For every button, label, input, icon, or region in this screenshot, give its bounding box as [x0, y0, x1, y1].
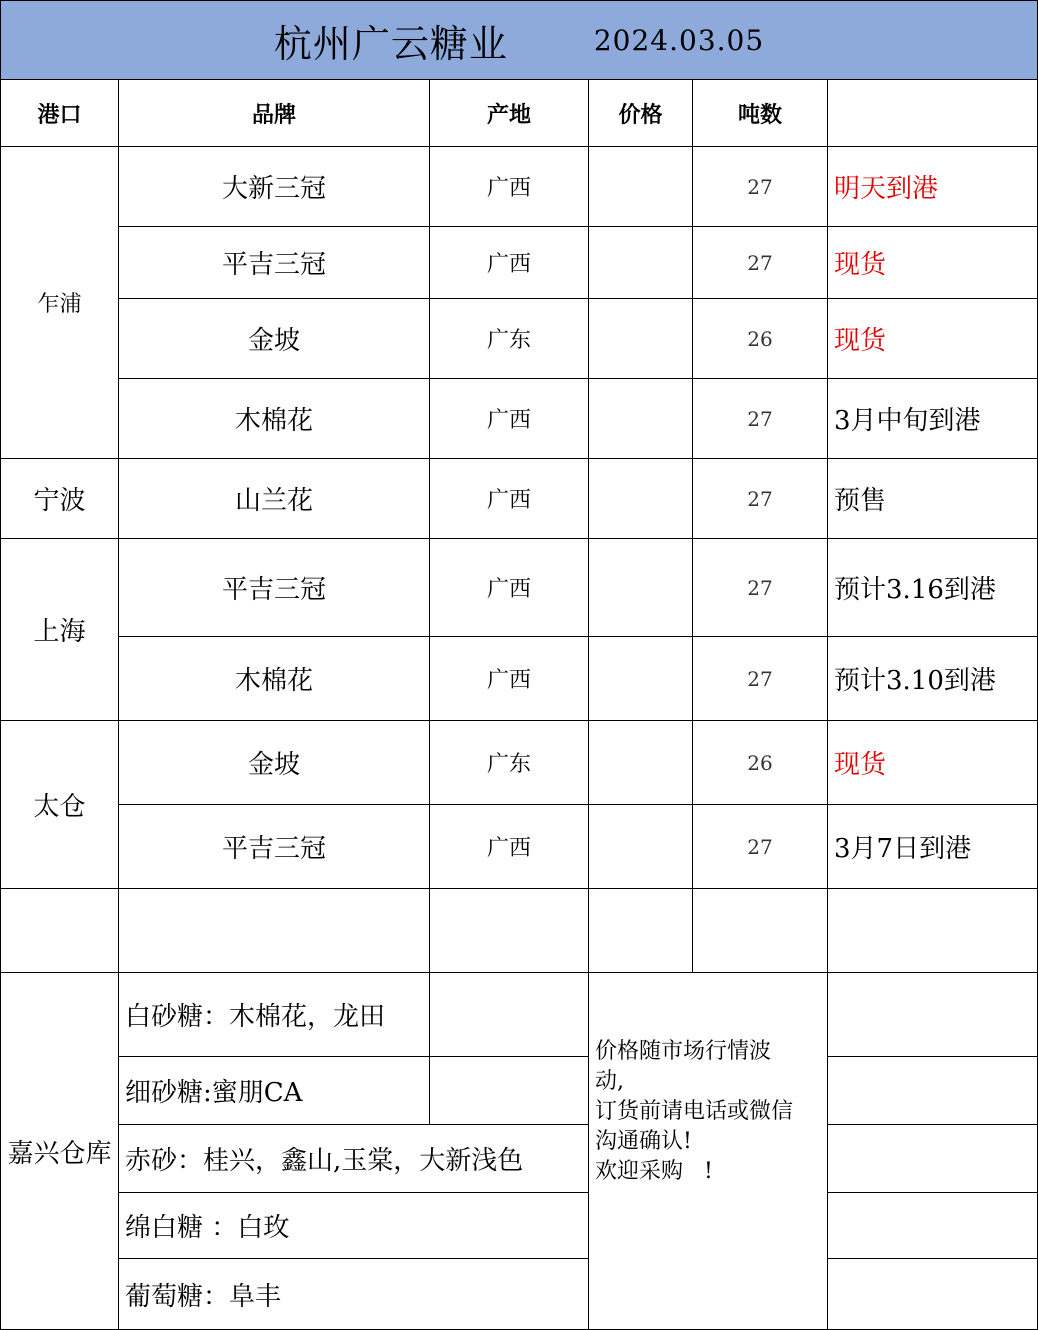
tons-cell: 27 — [693, 459, 828, 539]
warehouse-item: 白砂糖：木棉花，龙田 — [119, 973, 430, 1057]
port-zhapu: 乍浦 — [0, 147, 119, 459]
tons-cell: 26 — [693, 721, 828, 805]
origin-cell: 广西 — [430, 227, 589, 299]
brand-cell: 大新三冠 — [119, 147, 430, 227]
tons-cell: 27 — [693, 227, 828, 299]
price-cell — [589, 227, 693, 299]
origin-cell: 广西 — [430, 147, 589, 227]
empty-cell — [828, 889, 1038, 973]
brand-cell: 山兰花 — [119, 459, 430, 539]
header-origin: 产地 — [430, 80, 589, 147]
empty-cell — [430, 973, 589, 1057]
price-cell — [589, 637, 693, 721]
brand-cell: 平吉三冠 — [119, 539, 430, 637]
empty-cell — [430, 1057, 589, 1125]
header-tons: 吨数 — [693, 80, 828, 147]
tons-cell: 27 — [693, 147, 828, 227]
empty-cell — [119, 889, 430, 973]
empty-cell — [430, 889, 589, 973]
price-cell — [589, 721, 693, 805]
origin-cell: 广西 — [430, 379, 589, 459]
status-cell: 预售 — [828, 459, 1038, 539]
brand-cell: 金坡 — [119, 299, 430, 379]
header-port: 港口 — [0, 80, 119, 147]
brand-cell: 平吉三冠 — [119, 805, 430, 889]
status-cell: 现货 — [828, 721, 1038, 805]
note-line: 动, — [595, 1069, 624, 1094]
tons-cell: 27 — [693, 539, 828, 637]
tons-cell: 27 — [693, 379, 828, 459]
header-status — [828, 80, 1038, 147]
empty-cell — [828, 1259, 1038, 1330]
page-title: 杭州广云糖业 — [273, 21, 508, 66]
origin-cell: 广西 — [430, 637, 589, 721]
tons-cell: 26 — [693, 299, 828, 379]
title-bar — [0, 0, 1038, 80]
empty-cell — [828, 1193, 1038, 1259]
header-brand: 品牌 — [119, 80, 430, 147]
warehouse-item: 绵白糖 ：白玫 — [119, 1193, 589, 1259]
status-cell: 明天到港 — [828, 147, 1038, 227]
note-line: 沟通确认! — [595, 1129, 692, 1154]
status-cell: 3月7日到港 — [828, 805, 1038, 889]
status-cell: 预计3.16到港 — [828, 539, 1038, 637]
origin-cell: 广东 — [430, 721, 589, 805]
brand-cell: 金坡 — [119, 721, 430, 805]
status-cell: 现货 — [828, 299, 1038, 379]
status-cell: 现货 — [828, 227, 1038, 299]
note-line: 价格随市场行情波 — [595, 1039, 772, 1064]
warehouse-name: 嘉兴仓库 — [0, 973, 119, 1330]
price-cell — [589, 379, 693, 459]
empty-cell — [589, 889, 693, 973]
tons-cell: 27 — [693, 637, 828, 721]
brand-cell: 木棉花 — [119, 637, 430, 721]
order-note — [589, 973, 828, 1330]
price-cell — [589, 459, 693, 539]
header-price: 价格 — [589, 80, 693, 147]
warehouse-item: 细砂糖:蜜朋CA — [119, 1057, 430, 1125]
note-line: 欢迎采购 ! — [595, 1159, 713, 1184]
port-shanghai: 上海 — [0, 539, 119, 721]
brand-cell: 平吉三冠 — [119, 227, 430, 299]
origin-cell: 广西 — [430, 805, 589, 889]
origin-cell: 广西 — [430, 539, 589, 637]
price-cell — [589, 539, 693, 637]
price-cell — [589, 147, 693, 227]
port-ningbo: 宁波 — [0, 459, 119, 539]
origin-cell: 广东 — [430, 299, 589, 379]
empty-cell — [828, 1057, 1038, 1125]
origin-cell: 广西 — [430, 459, 589, 539]
tons-cell: 27 — [693, 805, 828, 889]
port-taicang: 太仓 — [0, 721, 119, 889]
status-cell: 预计3.10到港 — [828, 637, 1038, 721]
brand-cell: 木棉花 — [119, 379, 430, 459]
warehouse-item: 赤砂：桂兴，鑫山,玉棠，大新浅色 — [119, 1125, 589, 1193]
warehouse-item: 葡萄糖：阜丰 — [119, 1259, 589, 1330]
empty-cell — [0, 889, 119, 973]
price-cell — [589, 299, 693, 379]
empty-cell — [828, 1125, 1038, 1193]
note-line: 订货前请电话或微信 — [595, 1099, 794, 1124]
empty-cell — [828, 973, 1038, 1057]
empty-cell — [693, 889, 828, 973]
price-cell — [589, 805, 693, 889]
status-cell: 3月中旬到港 — [828, 379, 1038, 459]
date-label: 2024.03.05 — [593, 23, 765, 57]
